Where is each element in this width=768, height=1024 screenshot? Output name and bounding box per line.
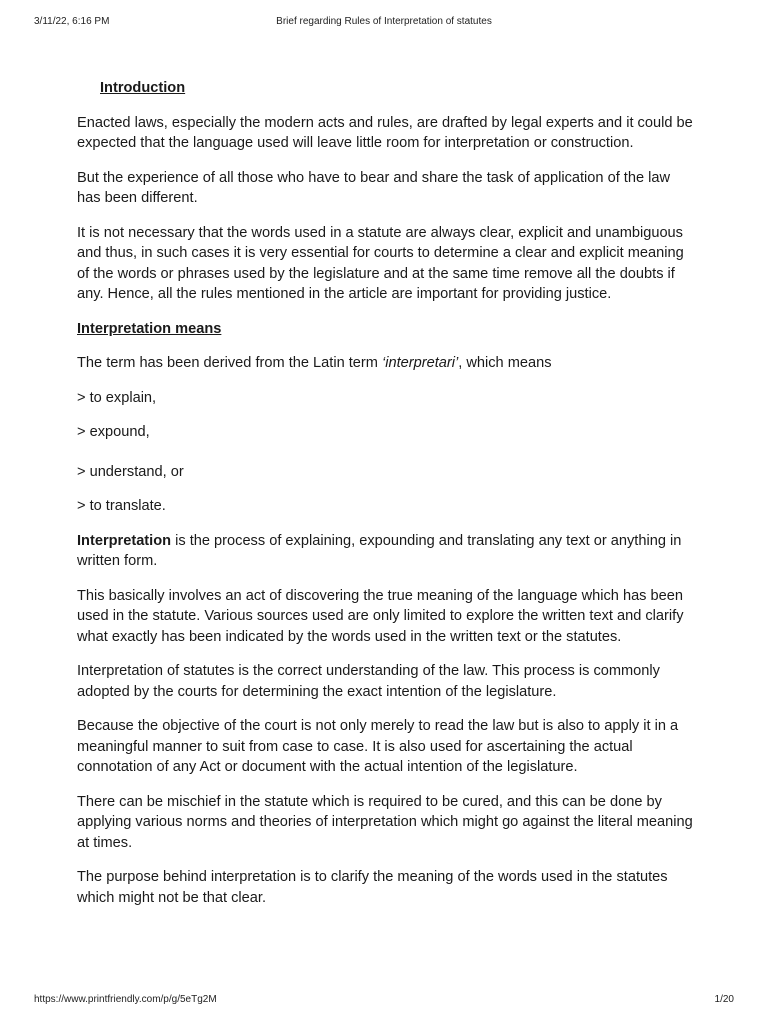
source-url: https://www.printfriendly.com/p/g/5eTg2M (34, 994, 217, 1005)
introduction-heading: Introduction (100, 80, 186, 96)
latin-term: ‘interpretari’ (382, 355, 459, 371)
paragraph-6: Interpretation of statutes is the correct understanding of the law. This process is commonly adopted by the courts for determining the exact intention of the legislature. (77, 663, 660, 700)
latin-term-paragraph (77, 353, 697, 374)
print-date: 3/11/22, 6:16 PM (34, 16, 110, 27)
paragraph-7: Because the objective of the court is not only merely to read the law but is also to apply it in a meaningful manner to suit from case to case. It is also used for ascertaining the actual connotation of any Act or document with the actual intention of the legislature. (77, 718, 679, 775)
meaning-item-understand: > understand, or (77, 463, 184, 480)
definition-text: is the process of explaining, expounding and translating any text or anything in written form. (77, 532, 682, 569)
paragraph-8: There can be mischief in the statute which is required to be cured, and this can be done by applying various norms and theories of interpretation which might go against the literal meaning at times. (77, 793, 693, 851)
paragraph-3: It is not necessary that the words used in a statute are always clear, explicit and unambiguous and thus, in such cases it is very essential for courts to determine a clear and explicit meaning of the words or phrases used by the legislature and at the same time remove all the doubts if any. Hence, all the rules mentioned in the article are important for providing justice. (77, 224, 684, 302)
print-header (34, 16, 734, 30)
paragraph-1: Enacted laws, especially the modern acts and rules, are drafted by legal experts and it could be expected that the language used will leave little room for interpretation or construction. (77, 114, 693, 151)
paragraph-5: This basically involves an act of discovering the true meaning of the language which has been used in the statute. Various sources used are only limited to explore the written text and clarify what exactly has been indicated by the words used in the written text or the statutes. (77, 587, 684, 645)
print-footer (34, 994, 734, 1008)
interpretation-means-heading: Interpretation means (77, 320, 222, 337)
definition-paragraph (77, 531, 697, 572)
document-body (77, 78, 697, 922)
term-after: , which means (458, 355, 552, 371)
term-before: The term has been derived from the Latin term (77, 355, 382, 371)
paragraph-9: The purpose behind interpretation is to clarify the meaning of the words used in the statutes which might not be that clear. (77, 869, 668, 906)
meaning-item-translate: > to translate. (77, 498, 166, 514)
document-title: Brief regarding Rules of Interpretation of statutes (276, 16, 492, 27)
meaning-item-expound: > expound, (77, 424, 150, 440)
meaning-item-explain: > to explain, (77, 389, 157, 406)
page-number: 1/20 (714, 994, 734, 1005)
definition-term: Interpretation (77, 532, 172, 549)
paragraph-2: But the experience of all those who have to bear and share the task of application of the law has been different. (77, 169, 671, 206)
